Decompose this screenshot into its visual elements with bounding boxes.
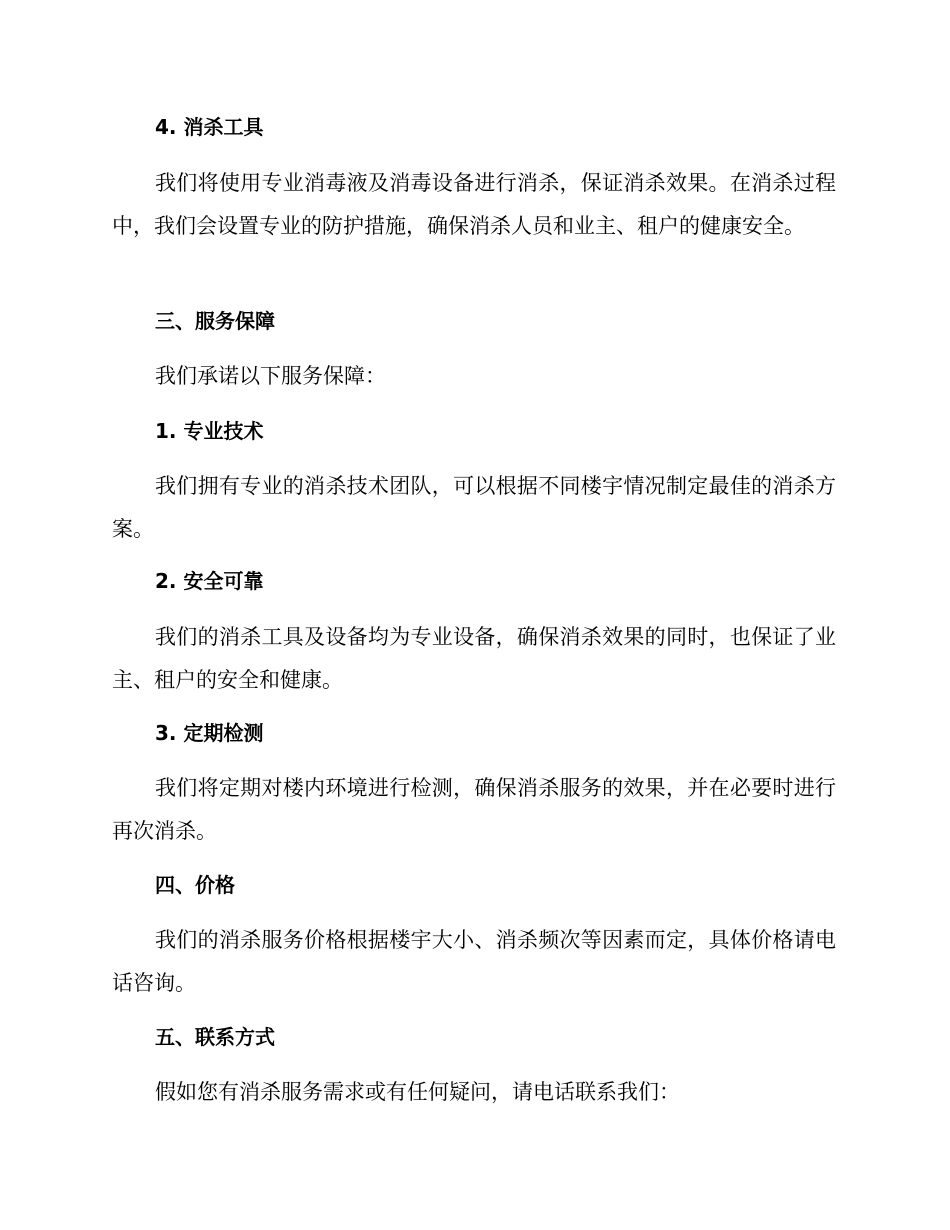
paragraph-safe-reliable: 我们的消杀工具及设备均为专业设备，确保消杀效果的同时，也保证了业主、租户的安全和健康。 <box>112 625 836 692</box>
paragraph-professional-tech: 我们拥有专业的消杀技术团队，可以根据不同楼宇情况制定最佳的消杀方案。 <box>112 474 836 541</box>
section-heading-price: 四、价格 <box>155 873 235 897</box>
section-heading-regular-testing: 3. 定期检测 <box>155 721 264 745</box>
paragraph-service-guarantee-intro: 我们承诺以下服务保障： <box>155 364 386 388</box>
paragraph-disinfection-tools: 我们将使用专业消毒液及消毒设备进行消杀，保证消杀效果。在消杀过程中，我们会设置专业的防护措施，确保消杀人员和业主、租户的健康安全。 <box>112 171 836 238</box>
paragraph-regular-testing: 我们将定期对楼内环境进行检测，确保消杀服务的效果，并在必要时进行再次消杀。 <box>112 776 836 843</box>
section-heading-professional-tech: 1. 专业技术 <box>155 419 264 443</box>
section-heading-contact: 五、联系方式 <box>155 1025 275 1049</box>
section-heading-disinfection-tools: 4. 消杀工具 <box>155 115 264 139</box>
paragraph-price: 我们的消杀服务价格根据楼宇大小、消杀频次等因素而定，具体价格请电话咨询。 <box>112 928 836 995</box>
section-heading-service-guarantee: 三、服务保障 <box>155 309 275 333</box>
section-heading-safe-reliable: 2. 安全可靠 <box>155 569 264 593</box>
paragraph-contact: 假如您有消杀服务需求或有任何疑问，请电话联系我们： <box>155 1080 680 1104</box>
